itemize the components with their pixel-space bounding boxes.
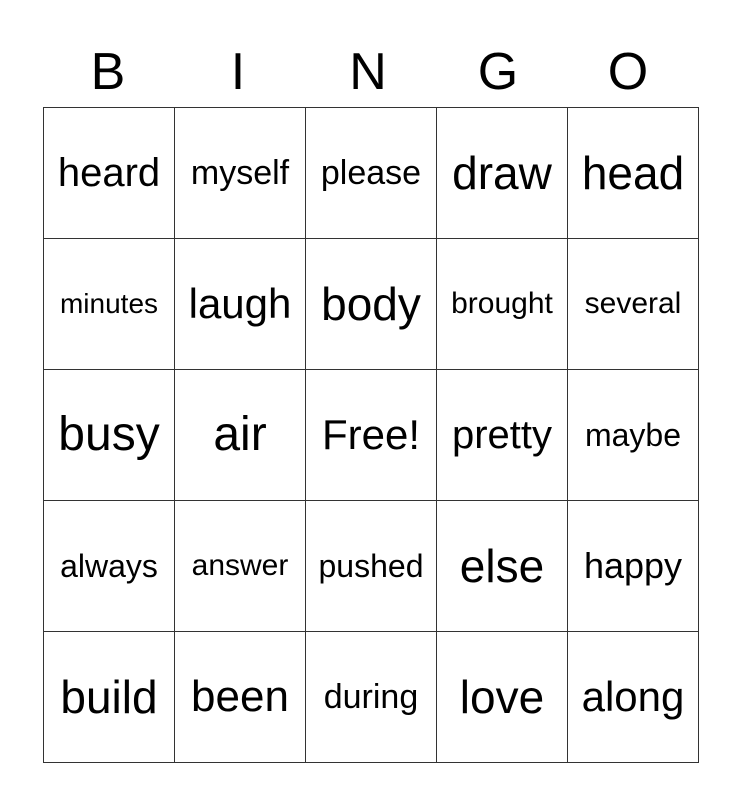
bingo-row [44,239,699,370]
header-letter-o: O [607,43,649,101]
free-space-cell[interactable]: Free! [306,370,437,501]
bingo-cell[interactable]: been [175,632,306,763]
bingo-cell[interactable]: brought [437,239,568,370]
bingo-cell[interactable]: busy [44,370,175,501]
bingo-cell[interactable]: love [437,632,568,763]
bingo-cell[interactable]: along [568,632,699,763]
bingo-row [44,501,699,632]
bingo-row [44,632,699,763]
bingo-cell[interactable]: answer [175,501,306,632]
bingo-cell[interactable]: pretty [437,370,568,501]
bingo-cell[interactable]: air [175,370,306,501]
bingo-cell[interactable]: several [568,239,699,370]
header-letter-i: I [230,43,246,101]
bingo-row [44,108,699,239]
header-letter-b: B [90,43,126,101]
bingo-cell[interactable]: please [306,108,437,239]
bingo-cell[interactable]: during [306,632,437,763]
bingo-cell[interactable]: maybe [568,370,699,501]
bingo-cell[interactable]: body [306,239,437,370]
bingo-cell[interactable]: happy [568,501,699,632]
bingo-cell[interactable]: draw [437,108,568,239]
bingo-cell[interactable]: pushed [306,501,437,632]
bingo-header [43,40,693,104]
bingo-row [44,370,699,501]
bingo-cell[interactable]: build [44,632,175,763]
bingo-cell[interactable]: heard [44,108,175,239]
bingo-cell[interactable]: head [568,108,699,239]
bingo-cell[interactable]: laugh [175,239,306,370]
bingo-card [43,107,699,763]
bingo-cell[interactable]: else [437,501,568,632]
header-letter-g: G [477,43,519,101]
bingo-cell[interactable]: minutes [44,239,175,370]
bingo-cell[interactable]: myself [175,108,306,239]
header-letter-n: N [349,43,387,101]
bingo-cell[interactable]: always [44,501,175,632]
